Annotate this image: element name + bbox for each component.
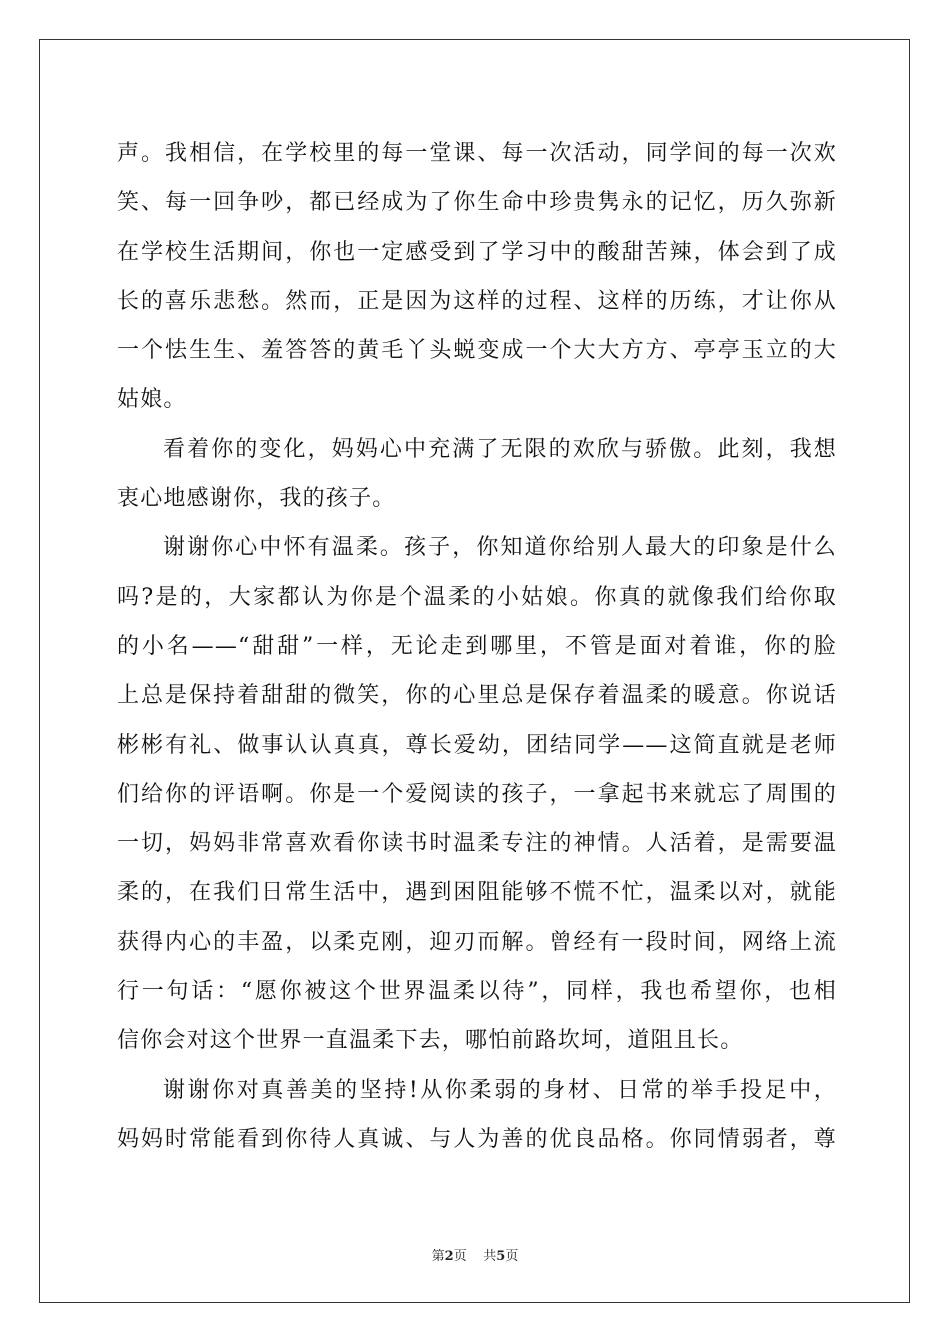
text-line: 姑娘。 xyxy=(117,387,187,413)
text-line: 的小名——“甜甜”一样，无论走到哪里，不管是面对着谁，你的脸 xyxy=(117,633,837,659)
total-pages: 5 xyxy=(496,1249,506,1264)
text-line: 谢谢你心中怀有温柔。孩子，你知道你给别人最大的印象是什么 xyxy=(163,535,837,561)
text-line: 谢谢你对真善美的坚持!从你柔弱的身材、日常的举手投足中， xyxy=(163,1077,837,1103)
text-line: 看着你的变化，妈妈心中充满了无限的欢欣与骄傲。此刻，我想 xyxy=(163,436,837,462)
text-line: 长的喜乐悲愁。然而，正是因为这样的过程、这样的历练，才让你从 xyxy=(117,288,837,314)
text-line: 上总是保持着甜甜的微笑，你的心里总是保存着温柔的暖意。你说话 xyxy=(117,683,837,709)
text-line: 声。我相信，在学校里的每一堂课、每一次活动，同学间的每一次欢 xyxy=(117,141,837,166)
page-number: 2 xyxy=(444,1249,454,1264)
text-line: 衷心地感谢你，我的孩子。 xyxy=(117,486,396,512)
text-line: 吗?是的，大家都认为你是个温柔的小姑娘。你真的就像我们给你取 xyxy=(117,584,837,610)
page-footer xyxy=(0,1245,950,1264)
text-line: 妈妈时常能看到你待人真诚、与人为善的优良品格。你同情弱者，尊 xyxy=(117,1126,837,1152)
text-line: 行一句话：“愿你被这个世界温柔以待”，同样，我也希望你，也相 xyxy=(117,979,837,1005)
text-line: 信你会对这个世界一直温柔下去，哪怕前路坎坷，道阻且长。 xyxy=(117,1028,744,1054)
text-line: 们给你的评语啊。你是一个爱阅读的孩子，一拿起书来就忘了周围的 xyxy=(117,781,837,807)
document-body xyxy=(117,129,837,1164)
text-line: 在学校生活期间，你也一定感受到了学习中的酸甜苦辣，体会到了成 xyxy=(117,239,837,265)
text-line: 笑、每一回争吵，都已经成为了你生命中珍贵隽永的记忆，历久弥新 xyxy=(117,190,837,216)
page-suffix: 页 xyxy=(453,1249,467,1264)
total-prefix: 共 xyxy=(483,1249,497,1264)
text-line: 一切，妈妈非常喜欢看你读书时温柔专注的神情。人活着，是需要温 xyxy=(117,831,837,857)
text-line: 一个怯生生、羞答答的黄毛丫头蜕变成一个大大方方、亭亭玉立的大 xyxy=(117,338,837,364)
total-suffix: 页 xyxy=(505,1249,519,1264)
text-line: 彬彬有礼、做事认认真真，尊长爱幼，团结同学——这简直就是老师 xyxy=(117,732,837,758)
text-line: 柔的，在我们日常生活中，遇到困阻能够不慌不忙，温柔以对，就能 xyxy=(117,880,837,906)
text-line: 获得内心的丰盈，以柔克刚，迎刃而解。曾经有一段时间，网络上流 xyxy=(117,929,837,955)
page-prefix: 第 xyxy=(431,1249,445,1264)
